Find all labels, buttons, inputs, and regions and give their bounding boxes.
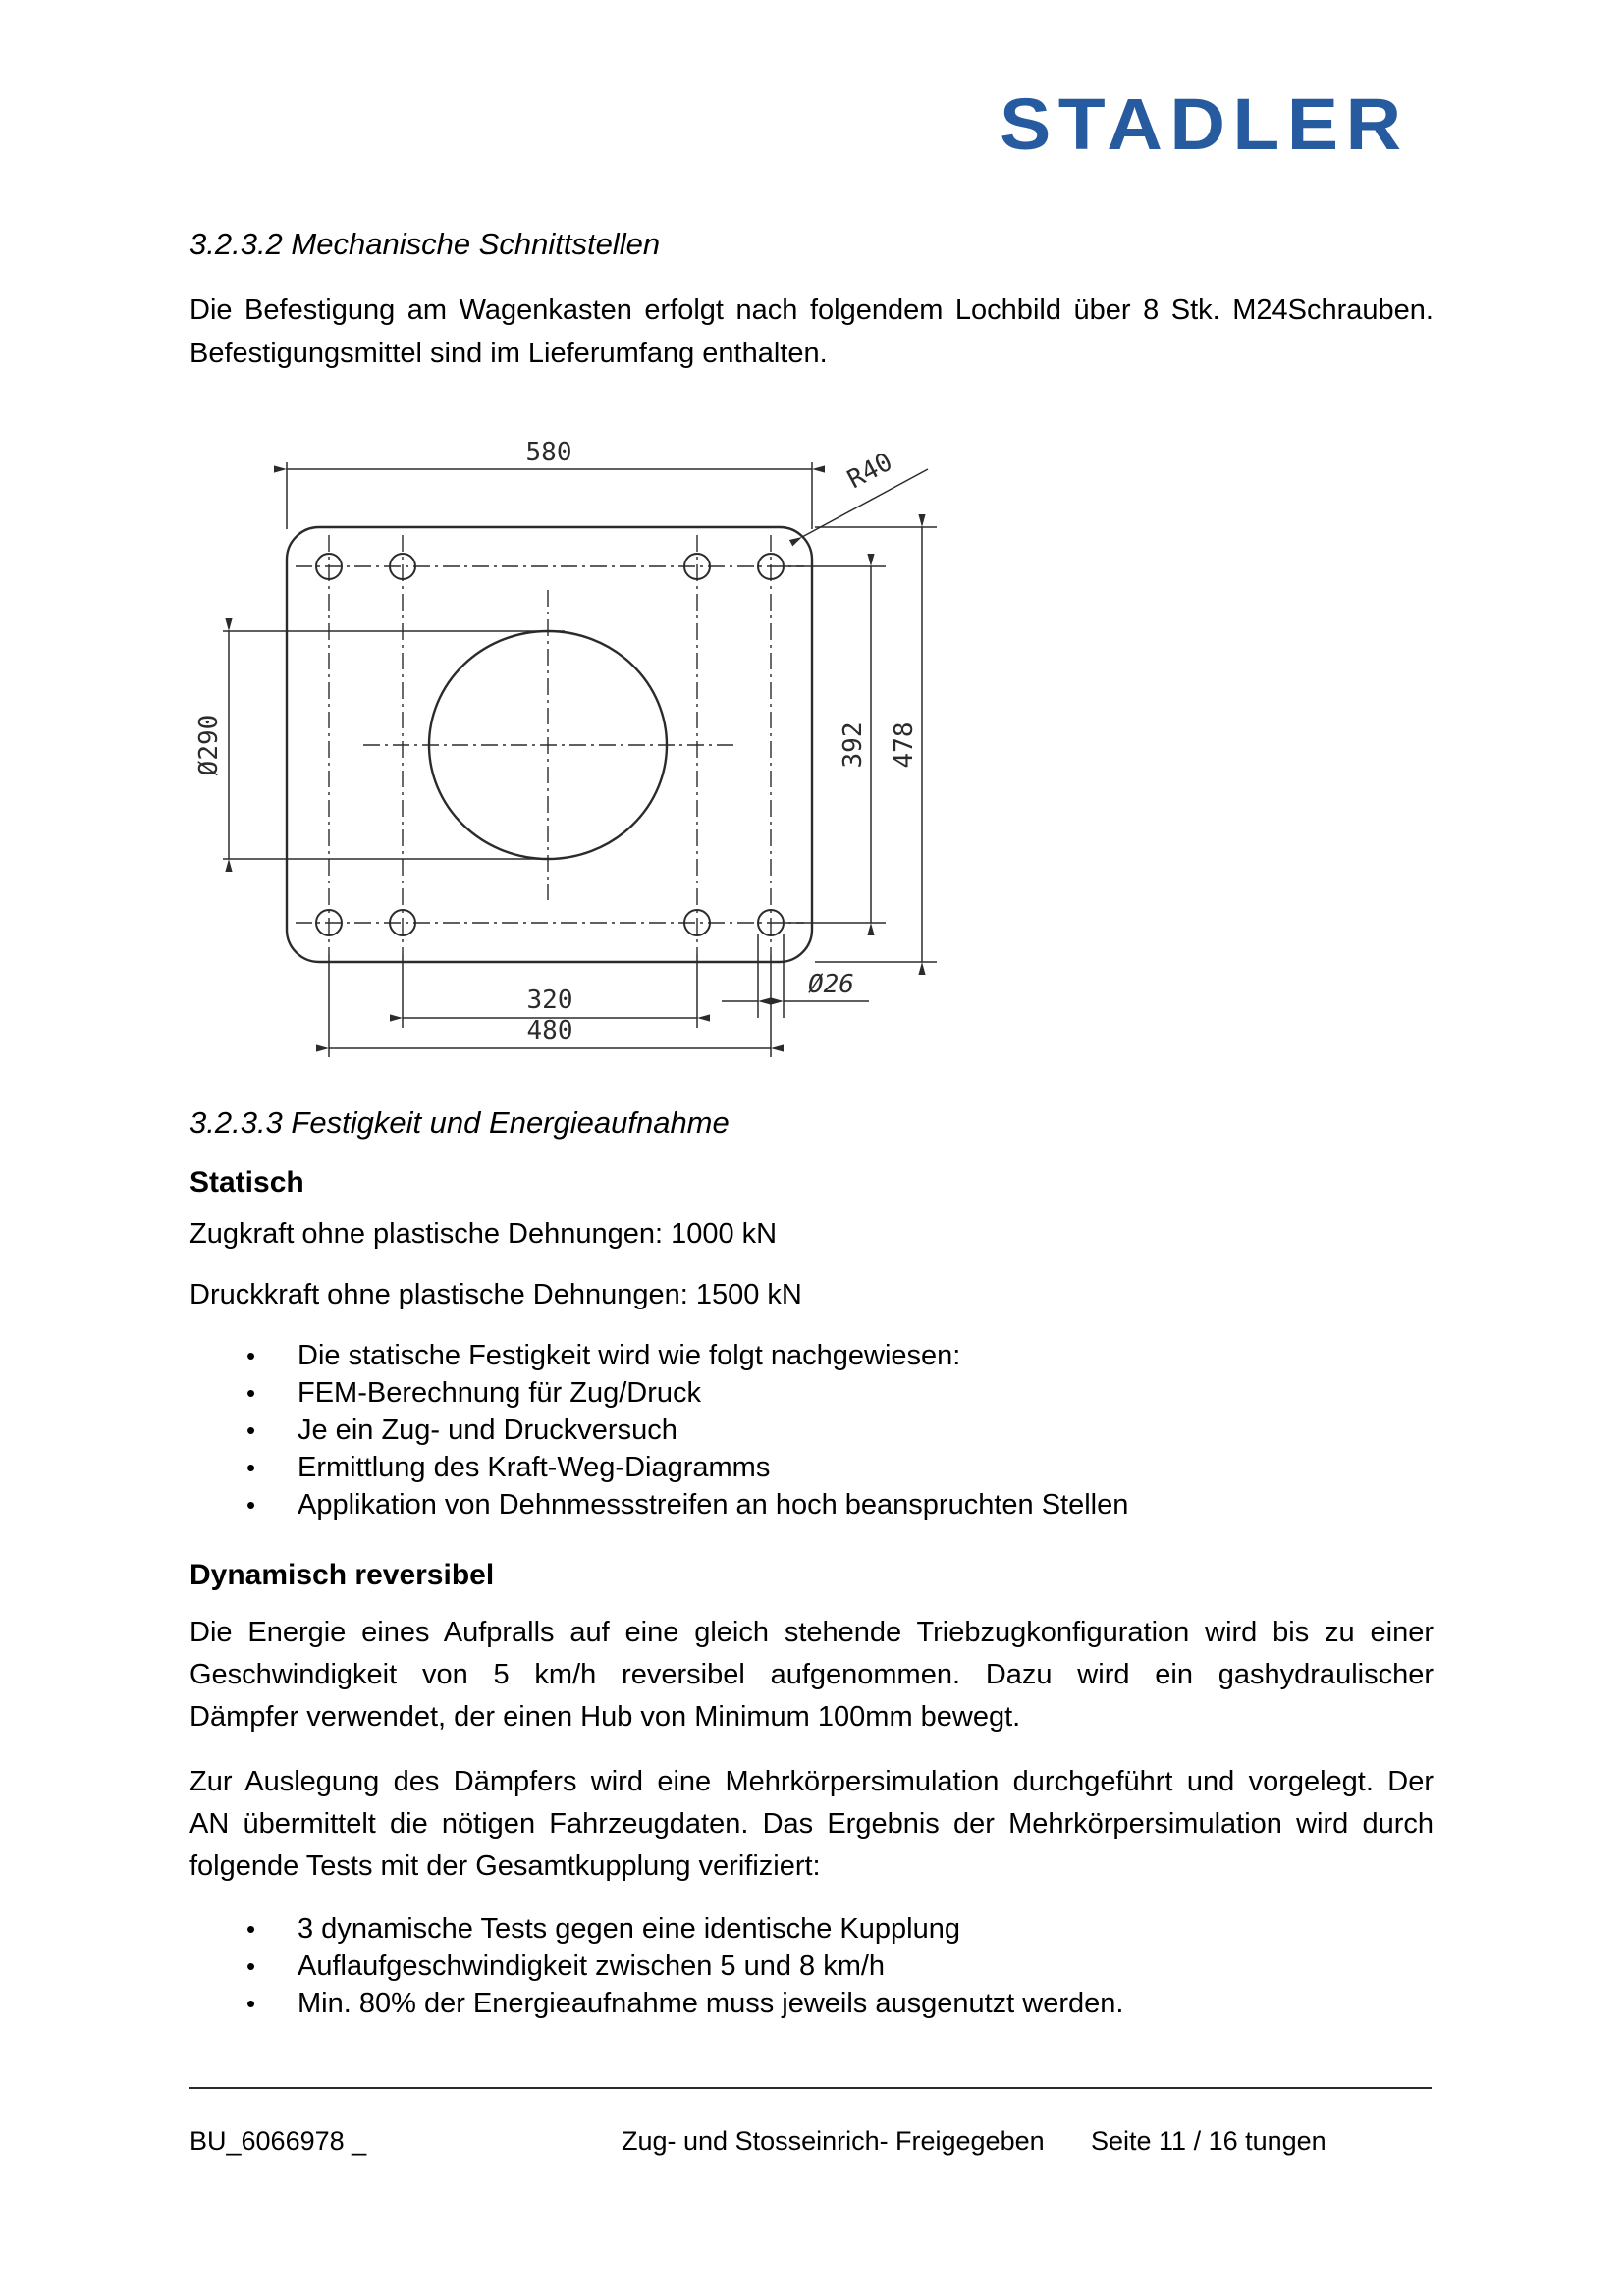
list-item bbox=[189, 1948, 1434, 1985]
footer-doc-id: BU_6066978 _ bbox=[189, 2126, 367, 2156]
list-item-text: Applikation von Dehnmessstreifen an hoch beanspruchten Stellen bbox=[298, 1489, 1129, 1521]
dimension-label-580: 580 bbox=[525, 438, 572, 467]
static-bullet-list bbox=[189, 1337, 1434, 1523]
bullet-icon: • bbox=[246, 1914, 256, 1944]
dimension-label-478: 478 bbox=[890, 721, 919, 769]
footer-page-info: Seite 11 / 16 tungen bbox=[1091, 2126, 1326, 2156]
footer-doc-title: Zug- und Stosseinrich- bbox=[622, 2126, 889, 2156]
paragraph-befestigung bbox=[189, 289, 1434, 375]
bullet-icon: • bbox=[246, 1453, 256, 1482]
footer-status: Freigegeben bbox=[895, 2126, 1045, 2156]
footer-divider-line bbox=[189, 2087, 1432, 2089]
druckkraft-line: Druckkraft ohne plastische Dehnungen: 1500 kN bbox=[189, 1279, 802, 1310]
paragraph-energie bbox=[189, 1612, 1434, 1738]
paragraph-line: Befestigungsmittel sind im Lieferumfang enthalten. bbox=[189, 338, 828, 369]
list-item bbox=[189, 1412, 1434, 1449]
list-item bbox=[189, 1910, 1434, 1948]
dimension-label-290: Ø290 bbox=[194, 714, 224, 776]
technical-drawing-lochbild bbox=[182, 417, 957, 1085]
list-item-text: FEM-Berechnung für Zug/Druck bbox=[298, 1377, 701, 1409]
bullet-icon: • bbox=[246, 1415, 256, 1445]
paragraph-line: AN übermittelt die nötigen Fahrzeugdaten. Das Ergebnis der Mehrkörpersimulation wird durch bbox=[189, 1808, 1434, 1840]
zugkraft-line: Zugkraft ohne plastische Dehnungen: 1000 kN bbox=[189, 1218, 778, 1250]
list-item-text: Die statische Festigkeit wird wie folgt nachgewiesen: bbox=[298, 1340, 961, 1371]
section-heading-festigkeit: 3.2.3.3 Festigkeit und Energieaufnahme bbox=[189, 1105, 730, 1140]
list-item bbox=[189, 1985, 1434, 2022]
section-heading-mechanische-schnittstellen: 3.2.3.2 Mechanische Schnittstellen bbox=[189, 227, 661, 261]
subheading-statisch: Statisch bbox=[189, 1166, 304, 1199]
bullet-icon: • bbox=[246, 1951, 256, 1981]
list-item-text: 3 dynamische Tests gegen eine identische Kupplung bbox=[298, 1913, 960, 1945]
paragraph-line: Geschwindigkeit von 5 km/h reversibel aufgenommen. Dazu wird ein gashydraulischer bbox=[189, 1659, 1434, 1690]
list-item-text: Je ein Zug- und Druckversuch bbox=[298, 1415, 677, 1446]
dimension-label-r40: R40 bbox=[842, 447, 898, 496]
bullet-icon: • bbox=[246, 1378, 256, 1408]
list-item bbox=[189, 1337, 1434, 1374]
dimension-label-26: Ø26 bbox=[808, 970, 854, 999]
list-item bbox=[189, 1449, 1434, 1486]
list-item-text: Auflaufgeschwindigkeit zwischen 5 und 8 km/h bbox=[298, 1950, 886, 1982]
dimension-label-480: 480 bbox=[526, 1016, 573, 1045]
paragraph-line: Die Befestigung am Wagenkasten erfolgt nach folgendem Lochbild über 8 Stk. M24Schrauben. bbox=[189, 294, 1434, 326]
list-item-text: Ermittlung des Kraft-Weg-Diagramms bbox=[298, 1452, 771, 1483]
bullet-icon: • bbox=[246, 1341, 256, 1370]
paragraph-line: Dämpfer verwendet, der einen Hub von Minimum 100mm bewegt. bbox=[189, 1701, 1021, 1733]
paragraph-line: Zur Auslegung des Dämpfers wird eine Mehrkörpersimulation durchgeführt und vorgelegt. Der bbox=[189, 1766, 1434, 1797]
list-item bbox=[189, 1374, 1434, 1412]
paragraph-line: Die Energie eines Aufpralls auf eine gleich stehende Triebzugkonfiguration wird bis zu einer bbox=[189, 1617, 1434, 1648]
subheading-dynamisch-reversibel: Dynamisch reversibel bbox=[189, 1559, 495, 1591]
paragraph-line: folgende Tests mit der Gesamtkupplung verifiziert: bbox=[189, 1850, 821, 1882]
bullet-icon: • bbox=[246, 1490, 256, 1520]
paragraph-auslegung bbox=[189, 1761, 1434, 1888]
list-item bbox=[189, 1486, 1434, 1523]
stadler-logo: STADLER bbox=[1000, 83, 1409, 165]
bullet-icon: • bbox=[246, 1989, 256, 2018]
dynamic-bullet-list bbox=[189, 1910, 1434, 2022]
dimension-label-392: 392 bbox=[839, 721, 868, 769]
dimension-label-320: 320 bbox=[526, 986, 573, 1015]
list-item-text: Min. 80% der Energieaufnahme muss jeweils ausgenutzt werden. bbox=[298, 1988, 1124, 2019]
